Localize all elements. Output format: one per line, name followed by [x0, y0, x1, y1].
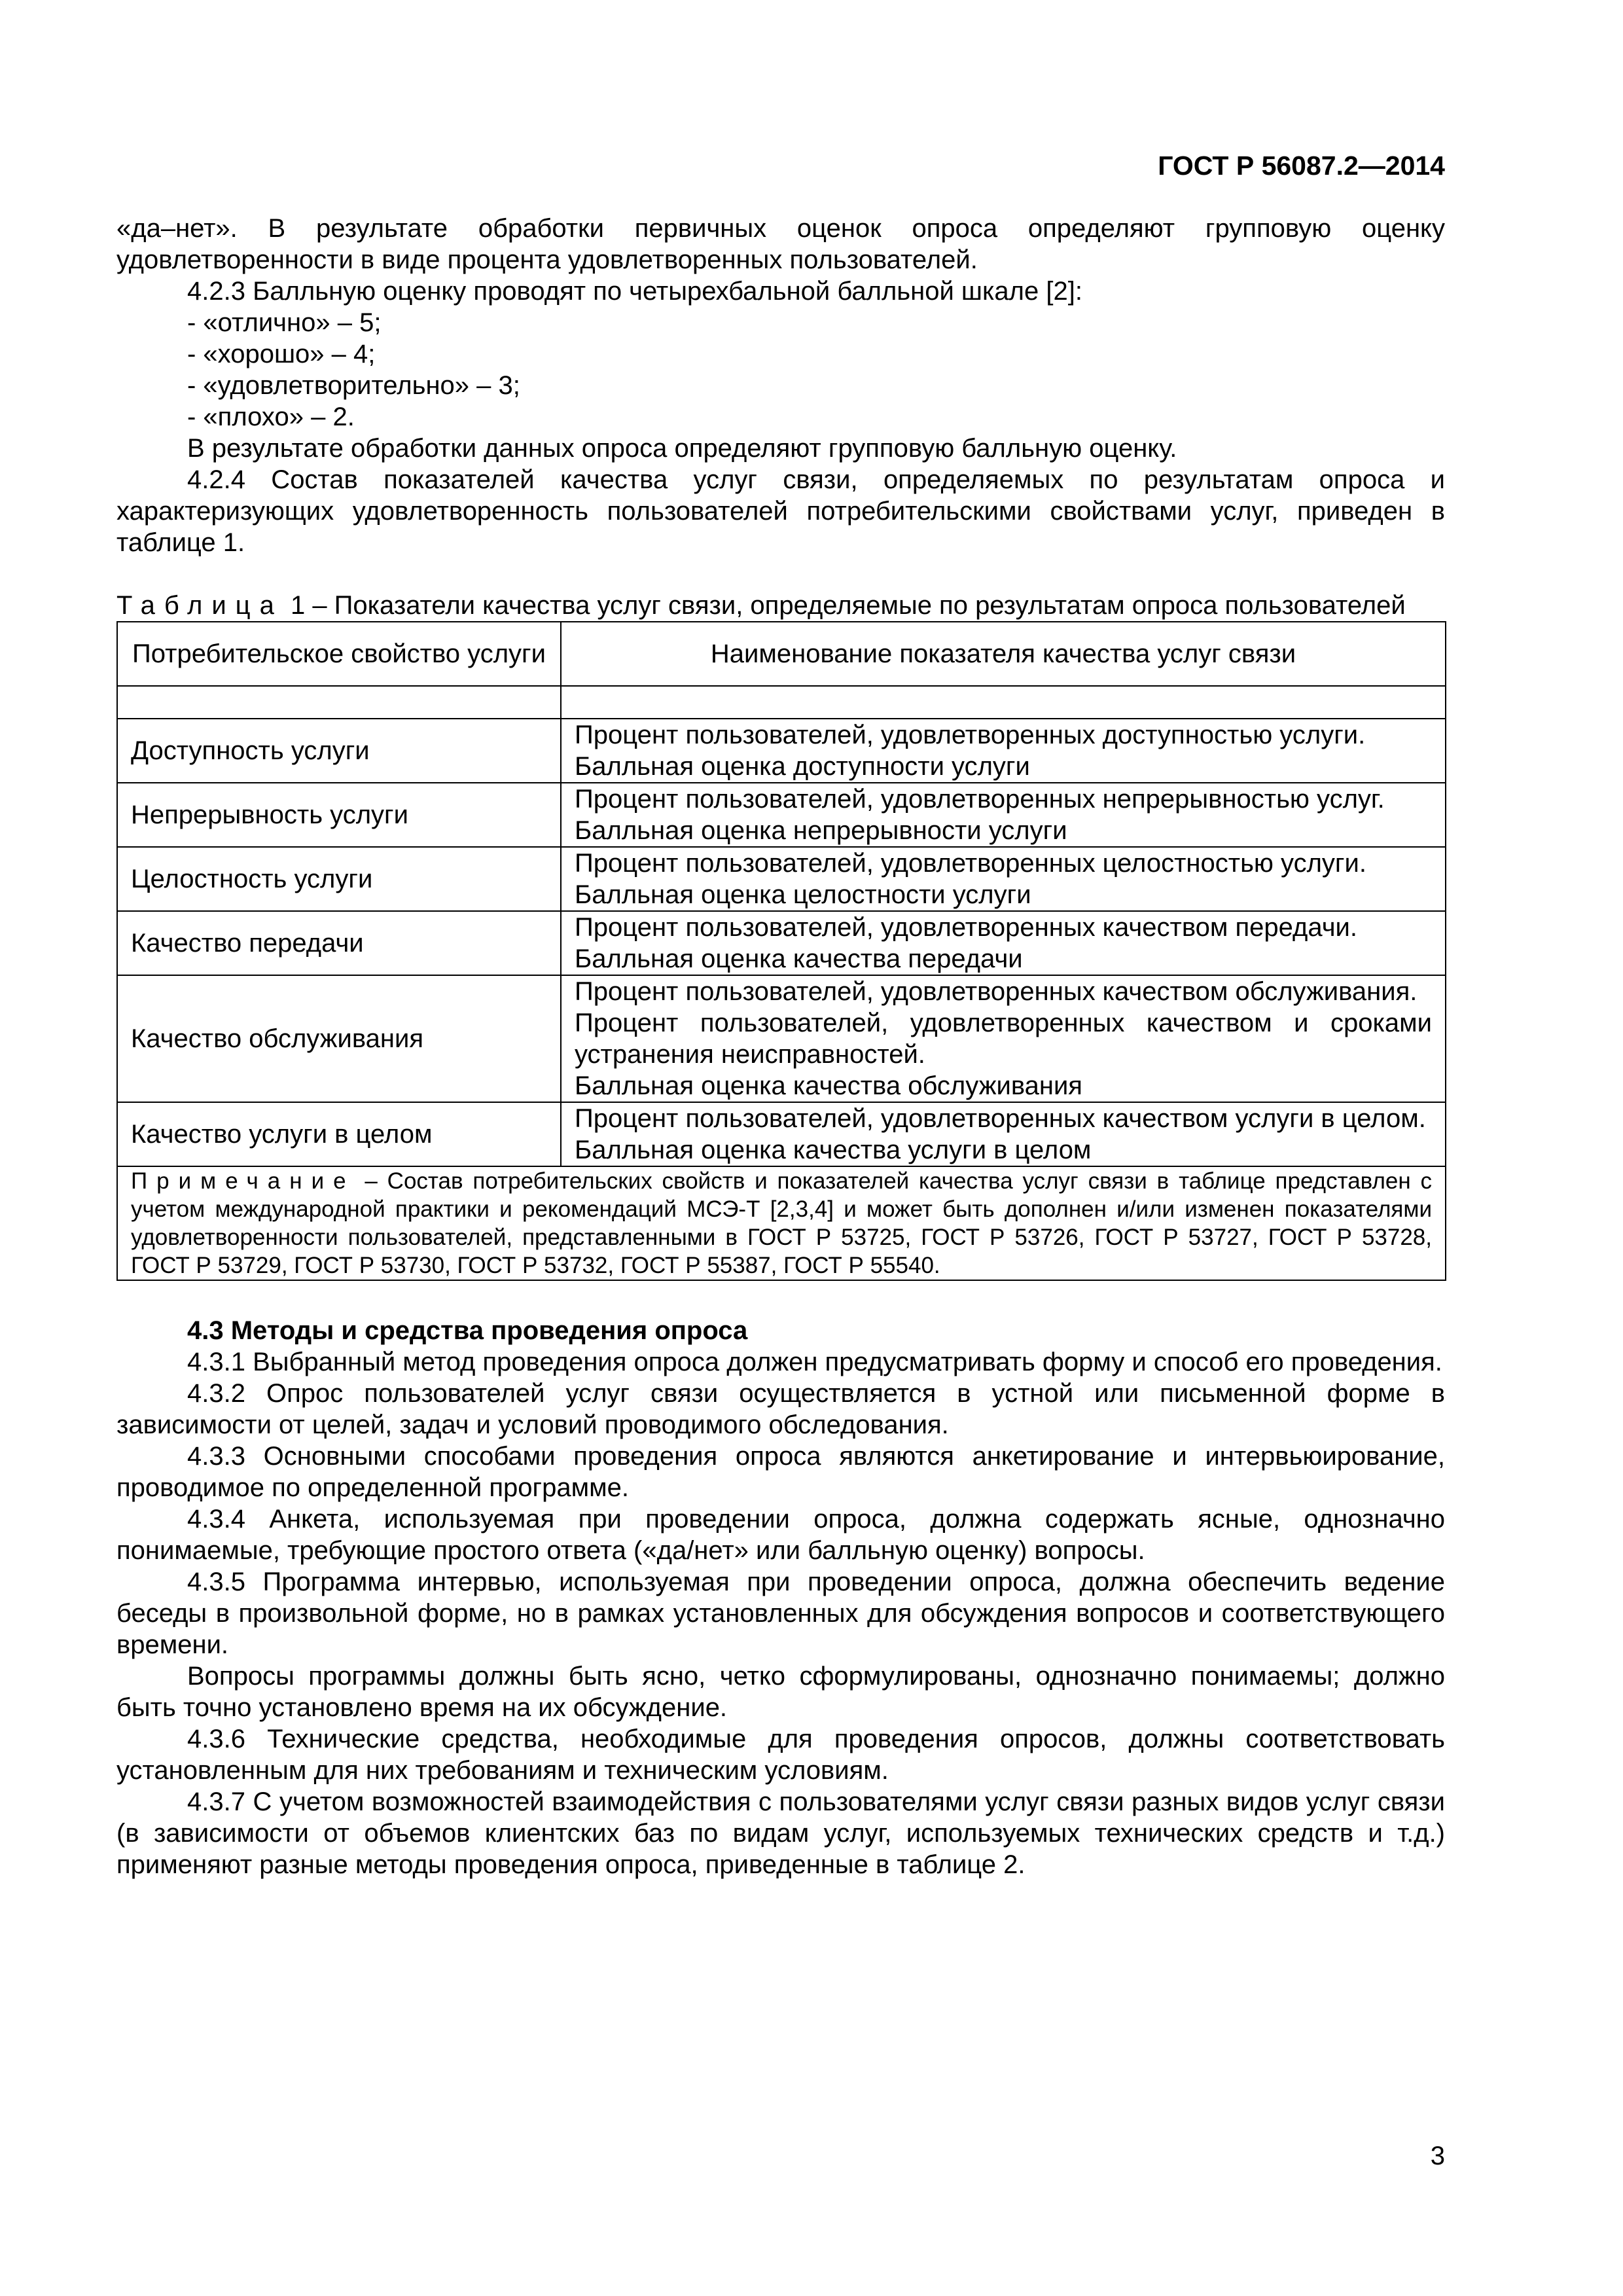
- property-cell: Непрерывность услуги: [117, 783, 561, 847]
- indicator-line: Процент пользователей, удовлетворенных качеством услуги в целом.: [575, 1104, 1426, 1133]
- column-header-indicator: Наименование показателя качества услуг связи: [561, 622, 1446, 686]
- paragraph-4-2-4: 4.2.4 Состав показателей качества услуг связи, определяемых по результатам опроса и характеризующих удовлетворенность пользователей потребительскими свойствами услуг, приведен в таблице 1.: [116, 465, 1445, 557]
- indicator-line: Процент пользователей, удовлетворенных доступностью услуги.: [575, 721, 1366, 749]
- rating-scale-list: [116, 307, 1445, 433]
- indicator-cell: [561, 719, 1446, 783]
- list-item: - «удовлетворительно» – 3;: [187, 371, 520, 400]
- standard-designation: ГОСТ Р 56087.2—2014: [1158, 151, 1445, 181]
- indicator-line: Балльная оценка качества услуги в целом: [575, 1136, 1092, 1164]
- table-row: [117, 847, 1446, 911]
- property-cell: Качество передачи: [117, 911, 561, 975]
- note-text: – Состав потребительских свойств и показателей качества услуг связи в таблице представлен с учетом международной практики и рекомендаций МСЭ-Т [2,3,4] и может быть дополнен и/или изменен показателями удовлетворенности пользователей, представленными в ГОСТ Р 53725, ГОСТ Р 53726, ГОСТ Р 53727, ГОСТ Р 53728, ГОСТ Р 53729, ГОСТ Р 53730, ГОСТ Р 53732, ГОСТ Р 55387, ГОСТ Р 55540.: [131, 1168, 1432, 1278]
- indicator-line: Балльная оценка целостности услуги: [575, 880, 1031, 909]
- paragraph-continuation: «да–нет». В результате обработки первичных оценок опроса определяют групповую оценку удовлетворенности в виде процента удовлетворенных пользователей.: [116, 214, 1445, 274]
- indicator-line: Процент пользователей, удовлетворенных целостностью услуги.: [575, 849, 1366, 878]
- indicator-cell: [561, 847, 1446, 911]
- indicator-cell: [561, 911, 1446, 975]
- indicator-cell: [561, 975, 1446, 1102]
- indicator-line: Процент пользователей, удовлетворенных качеством и сроками устранения неисправностей.: [575, 1009, 1432, 1069]
- table-1-caption: [116, 590, 1445, 621]
- page-content: [116, 213, 1445, 1880]
- property-cell: Качество услуги в целом: [117, 1102, 561, 1166]
- indicator-line: Балльная оценка качества передачи: [575, 944, 1023, 973]
- table-note-row: [117, 1166, 1446, 1280]
- table-row: [117, 719, 1446, 783]
- property-cell: Доступность услуги: [117, 719, 561, 783]
- section-heading-4-3: 4.3 Методы и средства проведения опроса: [187, 1316, 748, 1345]
- paragraph-4-2-3: 4.2.3 Балльную оценку проводят по четырехбальной балльной шкале [2]:: [187, 277, 1082, 306]
- list-item: - «хорошо» – 4;: [187, 340, 376, 368]
- indicator-line: Процент пользователей, удовлетворенных качеством обслуживания.: [575, 977, 1418, 1006]
- paragraph-4-3-3: 4.3.3 Основными способами проведения опроса являются анкетирование и интервьюирование, проводимое по определенной программе.: [116, 1442, 1445, 1502]
- paragraph-4-3-6: 4.3.6 Технические средства, необходимые для проведения опросов, должны соответствовать установленным для них требованиям и техническим условиям.: [116, 1725, 1445, 1785]
- table-blank-row: [117, 686, 1446, 719]
- property-cell: Качество обслуживания: [117, 975, 561, 1102]
- table-1: [116, 621, 1446, 1281]
- paragraph-4-3-1: 4.3.1 Выбранный метод проведения опроса должен предусматривать форму и способ его проведения.: [187, 1348, 1442, 1376]
- paragraph-4-3-7: 4.3.7 С учетом возможностей взаимодействия с пользователями услуг связи разных видов услуг связи (в зависимости от объемов клиентских баз по видам услуг, используемых технических средств и т.д.) применяют разные методы проведения опроса, приведенные в таблице 2.: [116, 1787, 1445, 1879]
- paragraph-4-3-4: 4.3.4 Анкета, используемая при проведении опроса, должна содержать ясные, однозначно понимаемые, требующие простого ответа («да/нет» или балльную оценку) вопросы.: [116, 1505, 1445, 1565]
- table-caption-text: 1 – Показатели качества услуг связи, определяемые по результатам опроса пользователей: [283, 591, 1406, 620]
- paragraph-4-3-2: 4.3.2 Опрос пользователей услуг связи осуществляется в устной или письменной форме в зависимости от целей, задач и условий проводимого обследования.: [116, 1379, 1445, 1439]
- list-item: - «отлично» – 5;: [187, 308, 382, 337]
- indicator-line: Балльная оценка доступности услуги: [575, 752, 1030, 781]
- indicator-cell: [561, 783, 1446, 847]
- indicator-line: Процент пользователей, удовлетворенных качеством передачи.: [575, 913, 1358, 942]
- table-caption-label: Таблица: [116, 591, 283, 620]
- table-header-row: [117, 622, 1446, 686]
- indicator-cell: [561, 1102, 1446, 1166]
- table-row: [117, 975, 1446, 1102]
- column-header-property: Потребительское свойство услуги: [117, 622, 561, 686]
- paragraph-group-score: В результате обработки данных опроса определяют групповую балльную оценку.: [187, 434, 1177, 463]
- indicator-line: Процент пользователей, удовлетворенных непрерывностью услуг.: [575, 785, 1385, 814]
- note-label: Примечание: [131, 1168, 355, 1194]
- list-item: - «плохо» – 2.: [187, 403, 355, 431]
- indicator-line: Балльная оценка непрерывности услуги: [575, 816, 1067, 845]
- property-cell: Целостность услуги: [117, 847, 561, 911]
- table-row: [117, 783, 1446, 847]
- paragraph-questions: Вопросы программы должны быть ясно, четко сформулированы, однозначно понимаемы; должно быть точно установлено время на их обсуждение.: [116, 1662, 1445, 1722]
- table-row: [117, 1102, 1446, 1166]
- table-note: [117, 1166, 1446, 1280]
- paragraph-4-3-5: 4.3.5 Программа интервью, используемая при проведении опроса, должна обеспечить ведение беседы в произвольной форме, но в рамках установленных для обсуждения вопросов и соответствующего времени.: [116, 1568, 1445, 1659]
- table-row: [117, 911, 1446, 975]
- page-number: 3: [1430, 2142, 1445, 2170]
- indicator-line: Балльная оценка качества обслуживания: [575, 1071, 1082, 1100]
